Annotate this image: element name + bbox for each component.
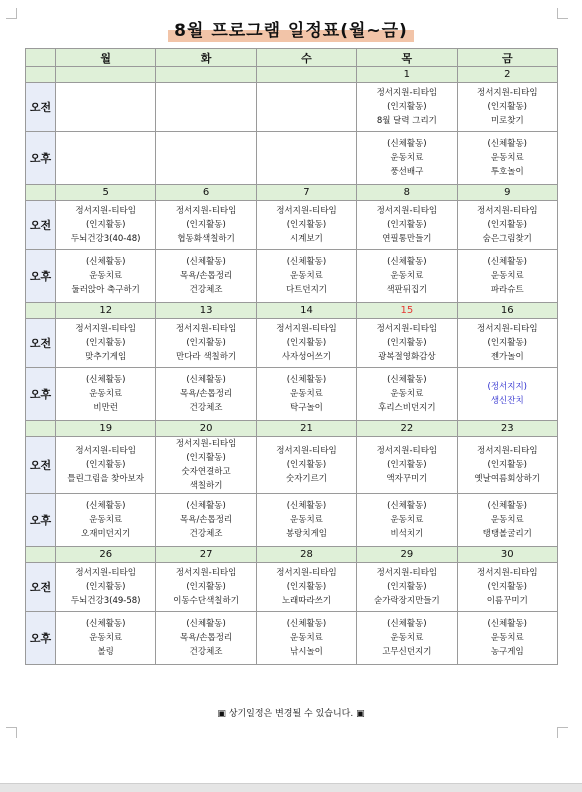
date-row-corner xyxy=(26,303,56,319)
date-cell: 7 xyxy=(256,185,356,201)
am-row xyxy=(26,83,558,132)
am-row xyxy=(26,201,558,250)
schedule-cell xyxy=(256,612,356,665)
date-row xyxy=(26,303,558,319)
period-label-am: 오전 xyxy=(26,437,56,494)
activity-line: 생신잔치 xyxy=(490,396,524,406)
schedule-cell xyxy=(256,563,356,612)
activity-line: (신체활동) xyxy=(186,619,226,629)
activity-line: 정서지원-티타임 xyxy=(175,206,237,216)
day-header-fri: 금 xyxy=(457,49,557,67)
activity-line: (인지활동) xyxy=(85,338,126,348)
schedule-cell xyxy=(56,83,156,132)
activity-line: 색판뒤집기 xyxy=(386,285,428,295)
activity-line: 운동치료 xyxy=(89,633,123,643)
date-row-corner xyxy=(26,67,56,83)
activity-line: (인지활동) xyxy=(85,220,126,230)
activity-line: (인지활동) xyxy=(186,582,226,592)
activity-line: 운동치료 xyxy=(390,633,424,643)
period-label-am: 오전 xyxy=(26,319,56,368)
activity-line: 정서지원-티타임 xyxy=(376,206,438,216)
schedule-cell xyxy=(457,437,557,494)
schedule-body xyxy=(26,49,558,665)
am-row xyxy=(26,319,558,368)
pm-row xyxy=(26,250,558,303)
day-header-tue: 화 xyxy=(156,49,256,67)
date-cell: 30 xyxy=(457,547,557,563)
schedule-cell xyxy=(357,250,457,303)
activity-line: 정서지원-티타임 xyxy=(276,324,337,334)
activity-line: (신체활동) xyxy=(186,501,226,511)
activity-line: 두뇌건강3(49-58) xyxy=(70,596,141,606)
activity-line: 사자성어쓰기 xyxy=(281,352,332,362)
activity-line: 운동치료 xyxy=(290,271,323,281)
activity-line: 정서지원-티타임 xyxy=(476,324,538,334)
date-cell: 16 xyxy=(457,303,557,319)
activity-line: 운동치료 xyxy=(290,633,323,643)
day-header-thu: 목 xyxy=(357,49,457,67)
activity-line: (인지활동) xyxy=(186,453,226,463)
crop-mark-top-left xyxy=(6,8,17,19)
schedule-cell xyxy=(357,83,457,132)
schedule-cell xyxy=(256,83,356,132)
schedule-cell xyxy=(457,83,557,132)
page-title: 8월 프로그램 일정표(월~금) xyxy=(168,20,414,42)
activity-line: (신체활동) xyxy=(286,375,327,385)
activity-line: (인지활동) xyxy=(286,460,327,470)
activity-line: 정서지원-티타임 xyxy=(75,324,136,334)
activity-line: 숨은그림찾기 xyxy=(482,234,532,244)
activity-line: (신체활동) xyxy=(186,375,226,385)
activity-line: 파라슈트 xyxy=(490,285,524,295)
activity-line: (인지활동) xyxy=(387,338,427,348)
footnote: ▣ 상기일정은 변경될 수 있습니다. ▣ xyxy=(217,709,365,719)
pm-row xyxy=(26,368,558,421)
activity-line: 건강체조 xyxy=(189,285,223,295)
date-cell: 15 xyxy=(357,303,457,319)
activity-line: 건강체조 xyxy=(189,647,223,657)
bottom-scrollbar xyxy=(0,783,582,792)
schedule-cell xyxy=(56,250,156,303)
date-row-corner xyxy=(26,421,56,437)
activity-line: 정서지원-티타임 xyxy=(75,446,136,456)
date-cell: 12 xyxy=(56,303,156,319)
activity-line: 운동치료 xyxy=(290,515,323,525)
activity-line: (인지활동) xyxy=(286,582,327,592)
schedule-cell xyxy=(457,201,557,250)
activity-line: 정서지원-티타임 xyxy=(75,206,136,216)
activity-line: 비석치기 xyxy=(390,529,424,539)
schedule-cell xyxy=(457,319,557,368)
schedule-cell xyxy=(156,437,256,494)
schedule-cell xyxy=(256,250,356,303)
date-cell: 28 xyxy=(256,547,356,563)
activity-line: (인지활동) xyxy=(286,220,327,230)
activity-line: (인지활동) xyxy=(286,338,327,348)
activity-line: 정서지원-티타임 xyxy=(75,568,136,578)
activity-line: (신체활동) xyxy=(487,139,527,149)
activity-line: 맞추기게임 xyxy=(85,352,127,362)
day-header-mon: 월 xyxy=(56,49,156,67)
activity-line: (인지활동) xyxy=(487,102,527,112)
period-label-am: 오전 xyxy=(26,83,56,132)
date-row xyxy=(26,185,558,201)
schedule-cell xyxy=(457,368,557,421)
activity-line: (인지활동) xyxy=(487,582,527,592)
activity-line: 건강체조 xyxy=(189,403,223,413)
activity-line: 숟가락장지만들기 xyxy=(374,596,440,606)
schedule-cell xyxy=(256,319,356,368)
activity-line: 볼링 xyxy=(97,647,114,657)
date-cell: 13 xyxy=(156,303,256,319)
crop-mark-bottom-right xyxy=(557,727,568,738)
schedule-cell xyxy=(457,612,557,665)
activity-line: 정서지원-티타임 xyxy=(476,568,538,578)
schedule-cell xyxy=(156,368,256,421)
schedule-cell xyxy=(357,494,457,547)
activity-line: 운동치료 xyxy=(390,389,424,399)
activity-line: 8월 달력 그리기 xyxy=(376,116,437,126)
activity-line: 이름꾸미기 xyxy=(486,596,528,606)
activity-line: 정서지원-티타임 xyxy=(376,88,438,98)
activity-line: 운동치료 xyxy=(290,389,323,399)
activity-line: 비만런 xyxy=(93,403,119,413)
activity-line: 운동치료 xyxy=(390,271,424,281)
activity-line: (신체활동) xyxy=(286,257,327,267)
activity-line: (인지활동) xyxy=(487,220,527,230)
activity-line: (인지활동) xyxy=(387,220,427,230)
activity-line: (신체활동) xyxy=(487,619,527,629)
title-wrap xyxy=(0,20,582,42)
activity-line: (인지활동) xyxy=(186,338,226,348)
schedule-cell xyxy=(256,437,356,494)
activity-line: (인지활동) xyxy=(186,220,226,230)
date-row-corner xyxy=(26,185,56,201)
activity-line: 숫자기르기 xyxy=(285,474,327,484)
activity-line: (인지활동) xyxy=(85,460,126,470)
schedule-cell xyxy=(256,201,356,250)
date-cell xyxy=(56,67,156,83)
activity-line: 정서지원-티타임 xyxy=(276,206,337,216)
activity-line: 연필통만들기 xyxy=(382,234,432,244)
activity-line: 낚시놀이 xyxy=(290,647,323,657)
schedule-cell xyxy=(357,201,457,250)
schedule-cell xyxy=(357,132,457,185)
activity-line: 둘러앉아 축구하기 xyxy=(71,285,140,295)
activity-line: (신체활동) xyxy=(286,619,327,629)
activity-line: (신체활동) xyxy=(387,619,427,629)
header-row xyxy=(26,49,558,67)
schedule-cell xyxy=(56,368,156,421)
activity-line: 운동치료 xyxy=(390,515,424,525)
schedule-cell xyxy=(156,132,256,185)
activity-line: 정서지원-티타임 xyxy=(276,446,337,456)
schedule-cell xyxy=(457,494,557,547)
activity-line: 정서지원-티타임 xyxy=(175,324,237,334)
schedule-cell xyxy=(256,368,356,421)
activity-line: (인지활동) xyxy=(85,582,126,592)
activity-line: 투호놀이 xyxy=(490,167,524,177)
activity-line: 운동치료 xyxy=(89,271,123,281)
schedule-cell xyxy=(56,612,156,665)
schedule-cell xyxy=(357,563,457,612)
pm-row xyxy=(26,612,558,665)
period-label-am: 오전 xyxy=(26,563,56,612)
activity-line: 옛날여름회상하기 xyxy=(474,474,541,484)
activity-line: 시계보기 xyxy=(290,234,323,244)
schedule-cell xyxy=(56,201,156,250)
date-cell: 19 xyxy=(56,421,156,437)
period-label-pm: 오후 xyxy=(26,612,56,665)
activity-line: (신체활동) xyxy=(85,619,126,629)
activity-line: 광복절영화감상 xyxy=(378,352,436,362)
activity-line: 정서지원-티타임 xyxy=(376,568,438,578)
date-cell: 20 xyxy=(156,421,256,437)
activity-line: 젠가놀이 xyxy=(490,352,524,362)
schedule-cell xyxy=(457,250,557,303)
date-cell: 27 xyxy=(156,547,256,563)
date-cell: 5 xyxy=(56,185,156,201)
activity-line: 운동치료 xyxy=(490,515,524,525)
activity-line: 노래따라쓰기 xyxy=(281,596,332,606)
schedule-cell xyxy=(156,612,256,665)
activity-line: (인지활동) xyxy=(387,102,427,112)
activity-line: (신체활동) xyxy=(85,501,126,511)
period-label-am: 오전 xyxy=(26,201,56,250)
activity-line: 목욕/손톱정리 xyxy=(180,515,233,525)
activity-line: (신체활동) xyxy=(387,139,427,149)
schedule-cell xyxy=(56,132,156,185)
activity-line: 정서지원-티타임 xyxy=(175,568,237,578)
activity-line: (신체활동) xyxy=(387,501,427,511)
activity-line: 고무신던지기 xyxy=(382,647,432,657)
activity-line: 운동치료 xyxy=(390,153,424,163)
activity-line: 운동치료 xyxy=(490,153,524,163)
activity-line: (신체활동) xyxy=(487,257,527,267)
activity-line: 농구게임 xyxy=(490,647,524,657)
day-header-wed: 수 xyxy=(256,49,356,67)
corner-header xyxy=(26,49,56,67)
date-cell xyxy=(256,67,356,83)
schedule-table xyxy=(25,48,558,665)
activity-line: 정서지원-티타임 xyxy=(476,88,538,98)
activity-line: (신체활동) xyxy=(487,501,527,511)
activity-line: (신체활동) xyxy=(85,257,126,267)
activity-line: 정서지원-티타임 xyxy=(175,439,237,449)
date-row xyxy=(26,67,558,83)
date-cell: 14 xyxy=(256,303,356,319)
schedule-cell xyxy=(256,132,356,185)
activity-line: 건강체조 xyxy=(189,529,223,539)
date-cell: 26 xyxy=(56,547,156,563)
activity-line: 만다라 색칠하기 xyxy=(175,352,237,362)
activity-line: 숫자연결하고 xyxy=(181,467,231,477)
activity-line: 탱탱볼굴리기 xyxy=(482,529,532,539)
schedule-cell xyxy=(56,563,156,612)
activity-line: 액자꾸미기 xyxy=(386,474,428,484)
schedule-cell xyxy=(457,132,557,185)
schedule-cell xyxy=(357,437,457,494)
activity-line: 이동수단색칠하기 xyxy=(173,596,239,606)
activity-line: 탁구놀이 xyxy=(290,403,323,413)
activity-line: 협동화색칠하기 xyxy=(177,234,235,244)
activity-line: (신체활동) xyxy=(286,501,327,511)
activity-line: 미로찾기 xyxy=(490,116,524,126)
activity-line: (신체활동) xyxy=(85,375,126,385)
date-cell: 1 xyxy=(357,67,457,83)
activity-line: 정서지원-티타임 xyxy=(476,446,538,456)
schedule-cell xyxy=(156,319,256,368)
activity-line: 목욕/손톱정리 xyxy=(180,271,233,281)
activity-line: 정서지원-티타임 xyxy=(376,446,438,456)
activity-line: (신체활동) xyxy=(387,257,427,267)
date-cell: 23 xyxy=(457,421,557,437)
date-row xyxy=(26,421,558,437)
am-row xyxy=(26,437,558,494)
period-label-pm: 오후 xyxy=(26,132,56,185)
activity-line: 오재미던지기 xyxy=(81,529,131,539)
schedule-cell xyxy=(357,319,457,368)
activity-line: 운동치료 xyxy=(89,389,123,399)
activity-line: 색칠하기 xyxy=(189,481,223,491)
schedule-cell xyxy=(357,612,457,665)
date-cell: 6 xyxy=(156,185,256,201)
period-label-pm: 오후 xyxy=(26,368,56,421)
activity-line: 목욕/손톱정리 xyxy=(180,389,233,399)
activity-line: (정서지지) xyxy=(487,382,527,392)
schedule-cell xyxy=(56,437,156,494)
schedule-cell xyxy=(156,83,256,132)
activity-line: 정서지원-티타임 xyxy=(376,324,438,334)
activity-line: (인지활동) xyxy=(487,338,527,348)
activity-line: (신체활동) xyxy=(186,257,226,267)
activity-line: (신체활동) xyxy=(387,375,427,385)
activity-line: 봉랑치게임 xyxy=(285,529,327,539)
pm-row xyxy=(26,132,558,185)
crop-mark-bottom-left xyxy=(6,727,17,738)
activity-line: 운동치료 xyxy=(490,633,524,643)
activity-line: (인지활동) xyxy=(387,460,427,470)
date-row-corner xyxy=(26,547,56,563)
pm-row xyxy=(26,494,558,547)
activity-line: 목욕/손톱정리 xyxy=(180,633,233,643)
am-row xyxy=(26,563,558,612)
activity-line: 후리스비던지기 xyxy=(378,403,436,413)
schedule-cell xyxy=(357,368,457,421)
schedule-cell xyxy=(56,319,156,368)
schedule-cell xyxy=(56,494,156,547)
activity-line: (인지활동) xyxy=(487,460,527,470)
schedule-cell xyxy=(256,494,356,547)
date-cell: 29 xyxy=(357,547,457,563)
crop-mark-top-right xyxy=(557,8,568,19)
date-cell: 8 xyxy=(357,185,457,201)
date-cell: 2 xyxy=(457,67,557,83)
schedule-cell xyxy=(156,563,256,612)
date-cell xyxy=(156,67,256,83)
schedule-cell xyxy=(156,201,256,250)
period-label-pm: 오후 xyxy=(26,250,56,303)
activity-line: 틀린그림을 찾아보자 xyxy=(67,474,144,484)
schedule-cell xyxy=(457,563,557,612)
date-cell: 22 xyxy=(357,421,457,437)
activity-line: 운동치료 xyxy=(490,271,524,281)
schedule-cell xyxy=(156,250,256,303)
schedule-cell xyxy=(156,494,256,547)
activity-line: 두뇌건강3(40-48) xyxy=(70,234,141,244)
activity-line: (인지활동) xyxy=(387,582,427,592)
activity-line: 풍선배구 xyxy=(390,167,424,177)
activity-line: 운동치료 xyxy=(89,515,123,525)
date-row xyxy=(26,547,558,563)
activity-line: 정서지원-티타임 xyxy=(276,568,337,578)
activity-line: 다트던지기 xyxy=(285,285,327,295)
period-label-pm: 오후 xyxy=(26,494,56,547)
activity-line: 정서지원-티타임 xyxy=(476,206,538,216)
date-cell: 9 xyxy=(457,185,557,201)
date-cell: 21 xyxy=(256,421,356,437)
